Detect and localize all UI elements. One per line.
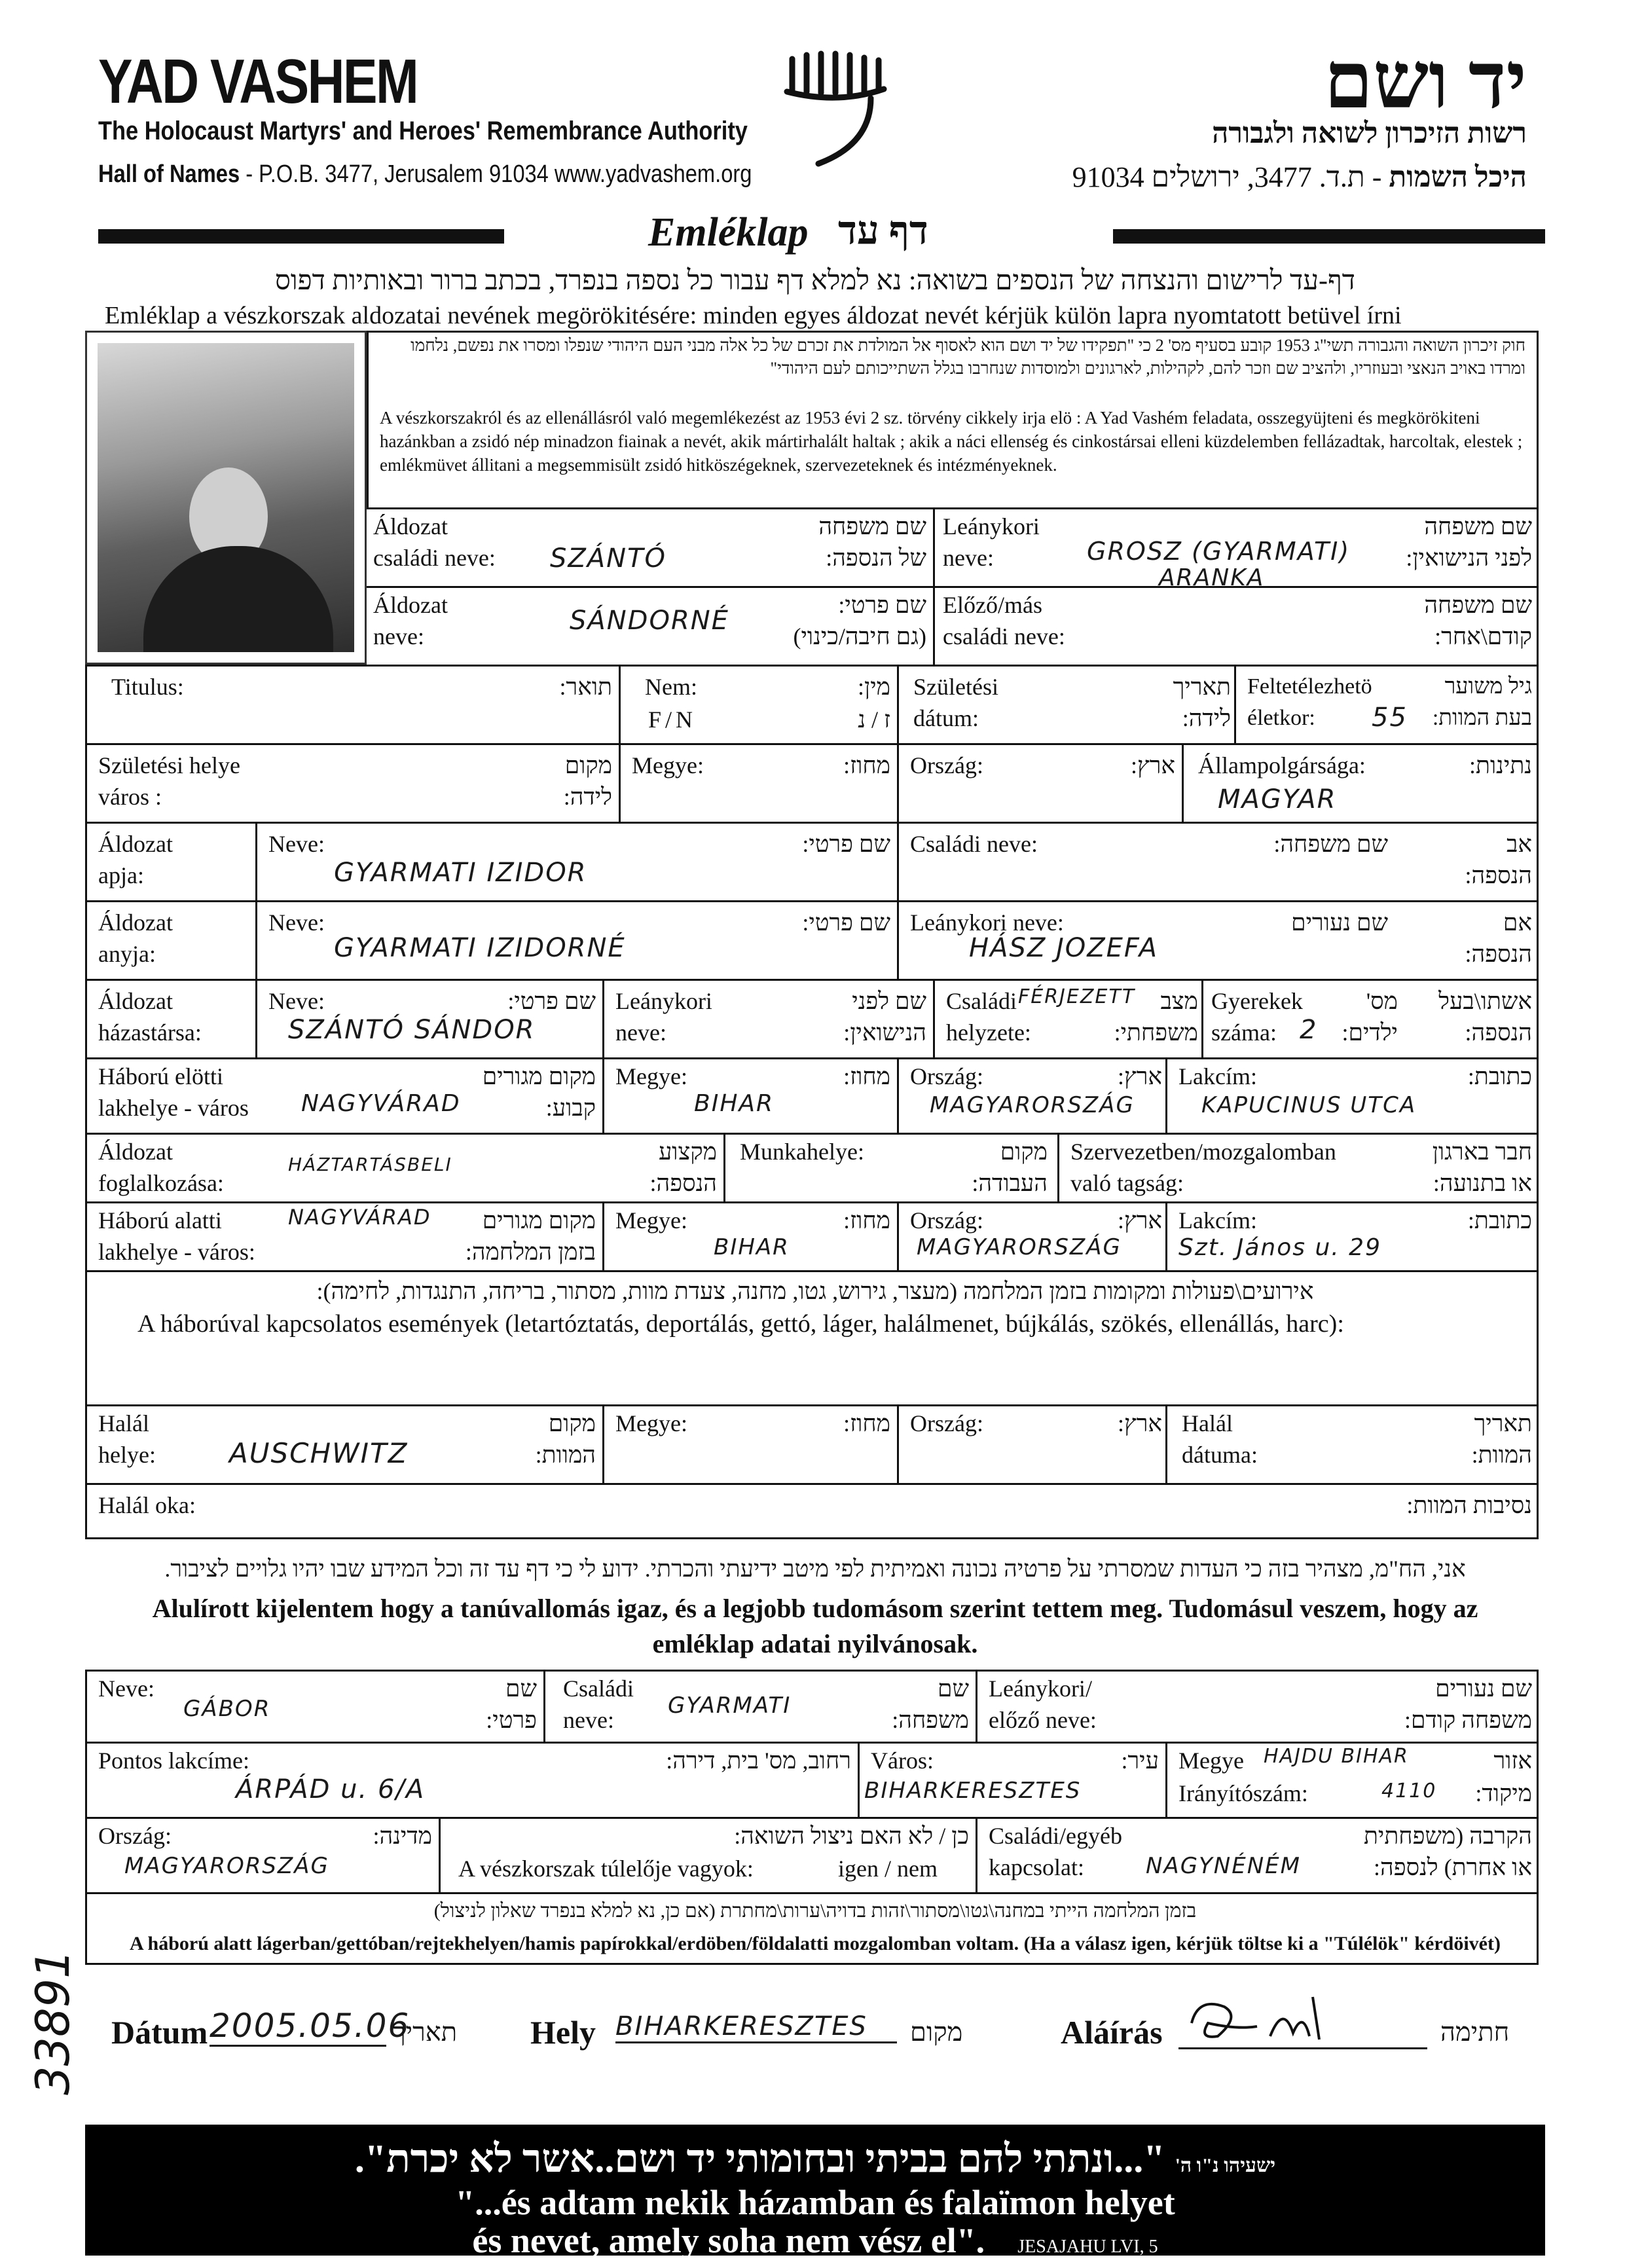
death-place-label-hu: Halál helye:: [98, 1410, 156, 1468]
submitter-county-value[interactable]: HAJDU BIHAR: [1264, 1745, 1409, 1768]
wartime-county-label-he: מחוז:: [843, 1207, 890, 1234]
submitter-country-value[interactable]: MAGYARORSZÁG: [124, 1853, 329, 1879]
spouse-name-label-he: שם פרטי:: [507, 988, 596, 1014]
victim-photo: [85, 331, 367, 665]
father-surname-label-hu: Családi neve:: [910, 831, 1038, 857]
signature-label-he: חתימה: [1440, 2017, 1510, 2047]
wartime-address-value[interactable]: Szt. János u. 29: [1178, 1234, 1381, 1261]
wartime-country-value[interactable]: MAGYARORSZÁG: [917, 1234, 1122, 1260]
father-surname-label-he: שם משפחה:: [1273, 831, 1388, 857]
birth-country-label-he: ארץ:: [1130, 752, 1175, 778]
title-bar-left: [98, 229, 504, 244]
submitter-zip-value[interactable]: 4110: [1381, 1780, 1437, 1802]
submitter-name-label-hu: Neve:: [98, 1675, 155, 1702]
death-place-label-he: מקום המוות:: [535, 1410, 596, 1468]
citizenship-label-he: נתינות:: [1469, 752, 1532, 778]
workplace-label-hu: Munkahelye:: [740, 1139, 864, 1165]
signature-field[interactable]: [1178, 1990, 1427, 2049]
birth-county-label-he: מחוז:: [843, 752, 890, 778]
death-place-value[interactable]: AUSCHWITZ: [229, 1437, 409, 1469]
mother-name-label-hu: Neve:: [268, 909, 325, 936]
death-cause-label-hu: Halál oka:: [98, 1492, 196, 1518]
birthdate-label-he: תאריך לידה:: [1173, 674, 1231, 731]
events-label-hu: A háborúval kapcsolatos események (letartóztatás, deportálás, gettó, láger, halálmenet, bújkálás, szökés, ellenállás, harc):: [137, 1310, 1344, 1338]
death-date-label-hu: Halál dátuma:: [1182, 1410, 1258, 1468]
organization-label-he: חבר בארגון או בתנועה:: [1432, 1139, 1532, 1196]
relation-value[interactable]: NAGYNÉNÉM: [1146, 1853, 1301, 1879]
law-text-he: חוק זיכרון השואה והגבורה תשי"ג 1953 קובע בסעיף מס' 2 כי "תפקידו של יד ושם הוא לאסוף אל המולדת את זכרם של כל אלה מבני העם היהודי שנפלו ומסרו את נפשם, נלחמו ומרדו באויב הנאצי ובעוזריו, ולהציב שם וזכר להם, לקהילות, לארגונים ולמוסדות שנחרבו בגלל השתייכותם לעם היהודי": [411, 336, 1525, 378]
hall-of-names-en: Hall of Names: [98, 160, 240, 188]
submitter-county-label-hu: Megye: [1178, 1747, 1244, 1774]
date-label-hu: Dátum: [111, 2014, 208, 2051]
form-title-hu: Emléklap: [648, 210, 809, 255]
submitter-county-label-he: אזור: [1493, 1747, 1532, 1774]
death-date-label-he: תאריך המוות:: [1471, 1410, 1532, 1468]
workplace-label-he: מקום העבודה:: [972, 1139, 1048, 1196]
sex-label-he: מין:: [858, 674, 890, 700]
father-name-label-he: שם פרטי:: [802, 831, 890, 857]
wartime-county-value[interactable]: BIHAR: [714, 1234, 790, 1260]
sex-options-hu[interactable]: F/N: [648, 706, 697, 733]
banner-ref-hu: JESAJAHU LVI, 5: [1017, 2237, 1158, 2257]
submitter-country-label-hu: Ország:: [98, 1823, 172, 1849]
banner-quote-he: [85, 2136, 1545, 2182]
submitter-zip-label-hu: Irányítószám:: [1178, 1780, 1308, 1806]
title-label-hu: Titulus:: [111, 674, 184, 700]
children-label-hu: Gyerekek száma:: [1211, 988, 1303, 1046]
occupation-label-hu: Áldozat foglalkozása:: [98, 1139, 224, 1196]
declaration-he: אני, הח"מ, מצהיר בזה כי העדות שמסרתי על פרטיה נכונה ואמיתית לפי מיטב ידיעתי והכרתי. ידוע לי כי דף עד זה וכל המידע שבו יהיו גלויים לציבור.: [164, 1556, 1466, 1582]
age-label-hu: Feltetélezhetö életkor:: [1247, 674, 1372, 730]
banner-quote-hu-line2: [85, 2220, 1545, 2261]
birthplace-label-hu: Születési helye város :: [98, 752, 240, 810]
maiden-name-value[interactable]: GROSZ (GYARMATI): [1087, 537, 1351, 566]
submitter-surname-label-he: שם משפחה:: [892, 1675, 969, 1733]
handwritten-signature: [1178, 1990, 1427, 2049]
spouse-label-he: אשתו\בעל הנספה:: [1438, 988, 1532, 1046]
signature-label-hu: Aláírás: [1061, 2014, 1163, 2051]
sex-options-he[interactable]: ז / נ: [858, 706, 890, 733]
previous-name-label-he: שם משפחה קודם\אחר:: [1424, 592, 1532, 649]
submitter-maiden-label-hu: Leánykori/ előző neve:: [989, 1675, 1097, 1733]
mother-name-label-he: שם פרטי:: [802, 909, 890, 936]
survivor-label-hu: A vészkorszak túlelője vagyok:: [458, 1856, 754, 1882]
father-label-he: אב הנספה:: [1465, 831, 1532, 888]
maiden-name-label-hu: Leánykori neve:: [943, 513, 1040, 571]
spouse-maiden-label-he: שם לפני הנישואין:: [843, 988, 926, 1046]
title-bar-right: [1113, 229, 1545, 244]
submitter-maiden-label-he: שם נעורים משפחה קודם:: [1404, 1675, 1532, 1733]
father-name-value[interactable]: GYARMATI IZIDOR: [334, 858, 587, 888]
events-label-he: אירועים\פעולות ומקומות בזמן המלחמה (מעצר, גירוש, גטו, מחנה, צעדת מוות, מסתור, בריחה, התנגדות, לחימה):: [316, 1278, 1314, 1304]
victim-surname-label-hu: Áldozat családi neve:: [373, 513, 496, 571]
mother-maiden-label-he: שם נעורים: [1291, 909, 1388, 936]
victim-surname-label-he: שם משפחה של הנספה:: [818, 513, 926, 571]
previous-name-label-hu: Előző/más családi neve:: [943, 592, 1065, 649]
survivor-label-he: כן / לא האם ניצול השואה:: [734, 1823, 969, 1849]
family-status-value[interactable]: FÉRJEZETT: [1018, 985, 1136, 1008]
occupation-label-he: מקצוע הנספה:: [649, 1139, 717, 1196]
birth-country-label-hu: Ország:: [910, 752, 983, 778]
submitter-surname-value[interactable]: GYARMATI: [668, 1692, 792, 1719]
death-county-label-he: מחוז:: [843, 1410, 890, 1436]
submitter-name-label-he: שם פרטי:: [486, 1675, 537, 1733]
date-label-he: תאריך: [393, 2017, 458, 2047]
children-value[interactable]: 2: [1300, 1015, 1318, 1045]
relation-label-hu: Családi/egyéb kapcsolat:: [989, 1823, 1122, 1880]
form-title-he: דף עד: [838, 209, 928, 252]
prewar-county-label-hu: Megye:: [615, 1063, 687, 1089]
submitter-country-label-he: מדינה:: [373, 1823, 432, 1849]
father-name-label-hu: Neve:: [268, 831, 325, 857]
father-label-hu: Áldozat apja:: [98, 831, 173, 888]
wartime-county-label-hu: Megye:: [615, 1207, 687, 1234]
hall-of-names-he: היכל השמות: [1389, 161, 1527, 193]
spouse-maiden-label-hu: Leánykori neve:: [615, 988, 712, 1046]
declaration-hu: Alulírott kijelentem hogy a tanúvallomás igaz, és a legjobb tudomásom szerint tettem meg. Tudomásul veszem, hogy az emléklap adatai nyilvánosak.: [152, 1594, 1478, 1658]
title-label-he: תואר:: [559, 674, 612, 700]
place-value[interactable]: BIHARKERESZTES: [615, 2011, 897, 2043]
wartime-residence-label-he: מקום מגורים בזמן המלחמה:: [465, 1207, 596, 1265]
age-value[interactable]: 55: [1372, 703, 1408, 733]
wartime-address-label-hu: Lakcím:: [1178, 1207, 1257, 1234]
prewar-residence-label-hu: Háború elötti lakhelye - város: [98, 1063, 249, 1121]
submitter-zip-label-he: מיקוד:: [1475, 1780, 1532, 1806]
death-cause-label-he: נסיבות המוות:: [1406, 1492, 1532, 1518]
prewar-address-value[interactable]: KAPUCINUS UTCA: [1201, 1092, 1417, 1118]
law-text-hu: A vészkorszakról és az ellenállásról való megemlékezést az 1953 évi 2 sz. törvény cikkely irja elö : A Yad Vashém feladata, osszegyüjteni és megkörökiteni hazánkban a zsidó nép minadzon fiainak a nevét, akik mártirhalált haltak ; akik a náci ellenség és cinkostársai elleni küzdelemben fellázadtak, harcoltak, elestek ; emlékmüvet állitani a megsemmisült zsidó hitköszégeknek, szervezeteknek és intézményeknek.: [380, 408, 1523, 475]
prewar-address-label-hu: Lakcím:: [1178, 1063, 1257, 1089]
death-county-label-hu: Megye:: [615, 1410, 687, 1436]
org-address-he: [1072, 160, 1527, 194]
family-status-label-he: מצב משפחתי:: [1114, 988, 1198, 1046]
banner-text-he: "...ונתתי להם בביתי ובחומותי יד ושם..אשר לא יכרת".: [354, 2137, 1165, 2180]
submitter-city-label-he: עיר:: [1121, 1747, 1159, 1774]
org-subtitle-en: The Holocaust Martyrs' and Heroes' Remembrance Authority: [98, 117, 748, 145]
death-country-label-hu: Ország:: [910, 1410, 983, 1436]
mother-label-hu: Áldozat anyja:: [98, 909, 173, 967]
org-address-en: [98, 160, 752, 189]
isaiah-banner: [85, 2125, 1545, 2260]
prewar-country-label-hu: Ország:: [910, 1063, 983, 1089]
submitter-name-value[interactable]: GÁBOR: [183, 1696, 271, 1722]
maiden-name-label-he: שם משפחה לפני הנישואין:: [1406, 513, 1532, 571]
place-label-he: מקום: [910, 2017, 963, 2047]
banner-quote-hu-line1: "...és adtam nekik házamban és falaïmon helyet: [455, 2183, 1175, 2222]
camp-question-he: בזמן המלחמה הייתי במחנה\גטו\מסתור\זהות בדויה\ערות\מחתרת (אם כן, נא למלא בנפרד שאלון לניצול): [433, 1900, 1197, 1922]
mother-maiden-value[interactable]: HÁSZ JOZEFA: [969, 933, 1158, 963]
wartime-country-label-he: ארץ:: [1117, 1207, 1162, 1234]
mother-name-value[interactable]: GYARMATI IZIDORNÉ: [334, 933, 626, 963]
org-name-en: YAD VASHEM: [98, 46, 418, 117]
birth-county-label-hu: Megye:: [632, 752, 704, 778]
mother-maiden-label-hu: Leánykori neve:: [910, 909, 1064, 936]
address-en: - P.O.B. 3477, Jerusalem 91034 www.yadvashem.org: [240, 160, 752, 188]
wartime-residence-label-hu: Háború alatti lakhelye - város:: [98, 1207, 255, 1265]
family-status-label-hu: Családi helyzete:: [946, 988, 1031, 1046]
camp-question-hu: A háború alatt lágerban/gettóban/rejtekhelyen/hamis papírokkal/erdöben/földalatti mozgalomban voltam. (Ha a válasz igen, kérjük töltse ki a "Túlélök" kérdöivét): [130, 1933, 1501, 1954]
org-subtitle-he: רשות הזיכרון לשואה ולגבורה: [1212, 117, 1527, 149]
date-value[interactable]: 2005.05.06: [210, 2007, 386, 2047]
mother-label-he: אם הנספה:: [1465, 909, 1532, 967]
prewar-country-label-he: ארץ:: [1117, 1063, 1162, 1089]
instructions-hu: Emléklap a vészkorszak aldozatai nevének megörökitésére: minden egyes áldozat nevét kérjük külön lapra nyomtatott betüvel írni: [105, 302, 1402, 329]
wartime-country-label-hu: Ország:: [910, 1207, 983, 1234]
victim-firstname-value[interactable]: SÁNDORNÉ: [570, 606, 729, 636]
survivor-options[interactable]: igen / nem: [838, 1856, 938, 1882]
archive-stamp-number: 33891: [26, 1949, 80, 2095]
submitter-address-label-he: רחוב, מס' בית, דירה:: [666, 1747, 851, 1774]
submitter-address-value[interactable]: ÁRPÁD u. 6/A: [236, 1774, 426, 1804]
spouse-name-value[interactable]: SZÁNTÓ SÁNDOR: [288, 1015, 536, 1045]
victim-firstname-label-he: שם פרטי: (גם חיבה/כינוי): [793, 592, 926, 649]
organization-label-hu: Szervezetben/mozgalomban való tagság:: [1070, 1139, 1336, 1196]
sex-label-hu: Nem:: [645, 674, 697, 700]
death-country-label-he: ארץ:: [1117, 1410, 1162, 1436]
maiden-name-value-2[interactable]: ARANKA: [1159, 564, 1265, 591]
wartime-address-label-he: כתובת:: [1467, 1207, 1532, 1234]
org-name-he: יד ושם: [1324, 37, 1527, 124]
citizenship-value[interactable]: MAGYAR: [1218, 784, 1337, 814]
submitter-city-label-hu: Város:: [871, 1747, 934, 1774]
menorah-logo: [773, 46, 904, 177]
children-label-he: מס' ילדים:: [1342, 988, 1398, 1046]
relation-label-he: הקרבה (משפחתית או אחרת) לנספה:: [1363, 1823, 1532, 1880]
address-he: - ת.ד. 3477, ירושלים 91034: [1072, 161, 1389, 193]
victim-surname-value[interactable]: SZÁNTÓ: [550, 543, 666, 574]
submitter-surname-label-hu: Családi neve:: [563, 1675, 634, 1733]
citizenship-label-hu: Állampolgársága:: [1198, 752, 1366, 778]
wartime-residence-value[interactable]: NAGYVÁRAD: [288, 1205, 431, 1230]
place-label-hu: Hely: [530, 2014, 596, 2051]
prewar-county-label-he: מחוז:: [843, 1063, 890, 1089]
instructions-he: דף-עד לרישום והנצחה של הנספים בשואה: נא למלא דף עבור כל נספה בנפרד, בכתב ברור ובאותיות דפוס: [275, 266, 1355, 296]
occupation-value[interactable]: HÁZTARTÁSBELI: [288, 1154, 452, 1175]
victim-firstname-label-hu: Áldozat neve:: [373, 592, 448, 649]
submitter-city-value[interactable]: BIHARKERESZTES: [864, 1778, 1082, 1804]
spouse-label-hu: Áldozat házastársa:: [98, 988, 202, 1046]
prewar-residence-value[interactable]: NAGYVÁRAD: [301, 1090, 461, 1117]
birthplace-label-he: מקום לידה:: [563, 752, 612, 810]
prewar-address-label-he: כתובת:: [1467, 1063, 1532, 1089]
prewar-county-value[interactable]: BIHAR: [694, 1090, 775, 1117]
banner-text-hu-2: és nevet, amely soha nem vész el".: [472, 2221, 985, 2260]
banner-ref-he: ישעיהו נ"ו ה': [1175, 2155, 1276, 2176]
spouse-name-label-hu: Neve:: [268, 988, 325, 1014]
age-label-he: גיל משוער בעת המוות:: [1432, 674, 1532, 730]
prewar-residence-label-he: מקום מגורים קבוע:: [482, 1063, 596, 1121]
submitter-address-label-hu: Pontos lakcíme:: [98, 1747, 249, 1774]
birthdate-label-hu: Születési dátum:: [913, 674, 998, 731]
prewar-country-value[interactable]: MAGYARORSZÁG: [930, 1092, 1135, 1118]
